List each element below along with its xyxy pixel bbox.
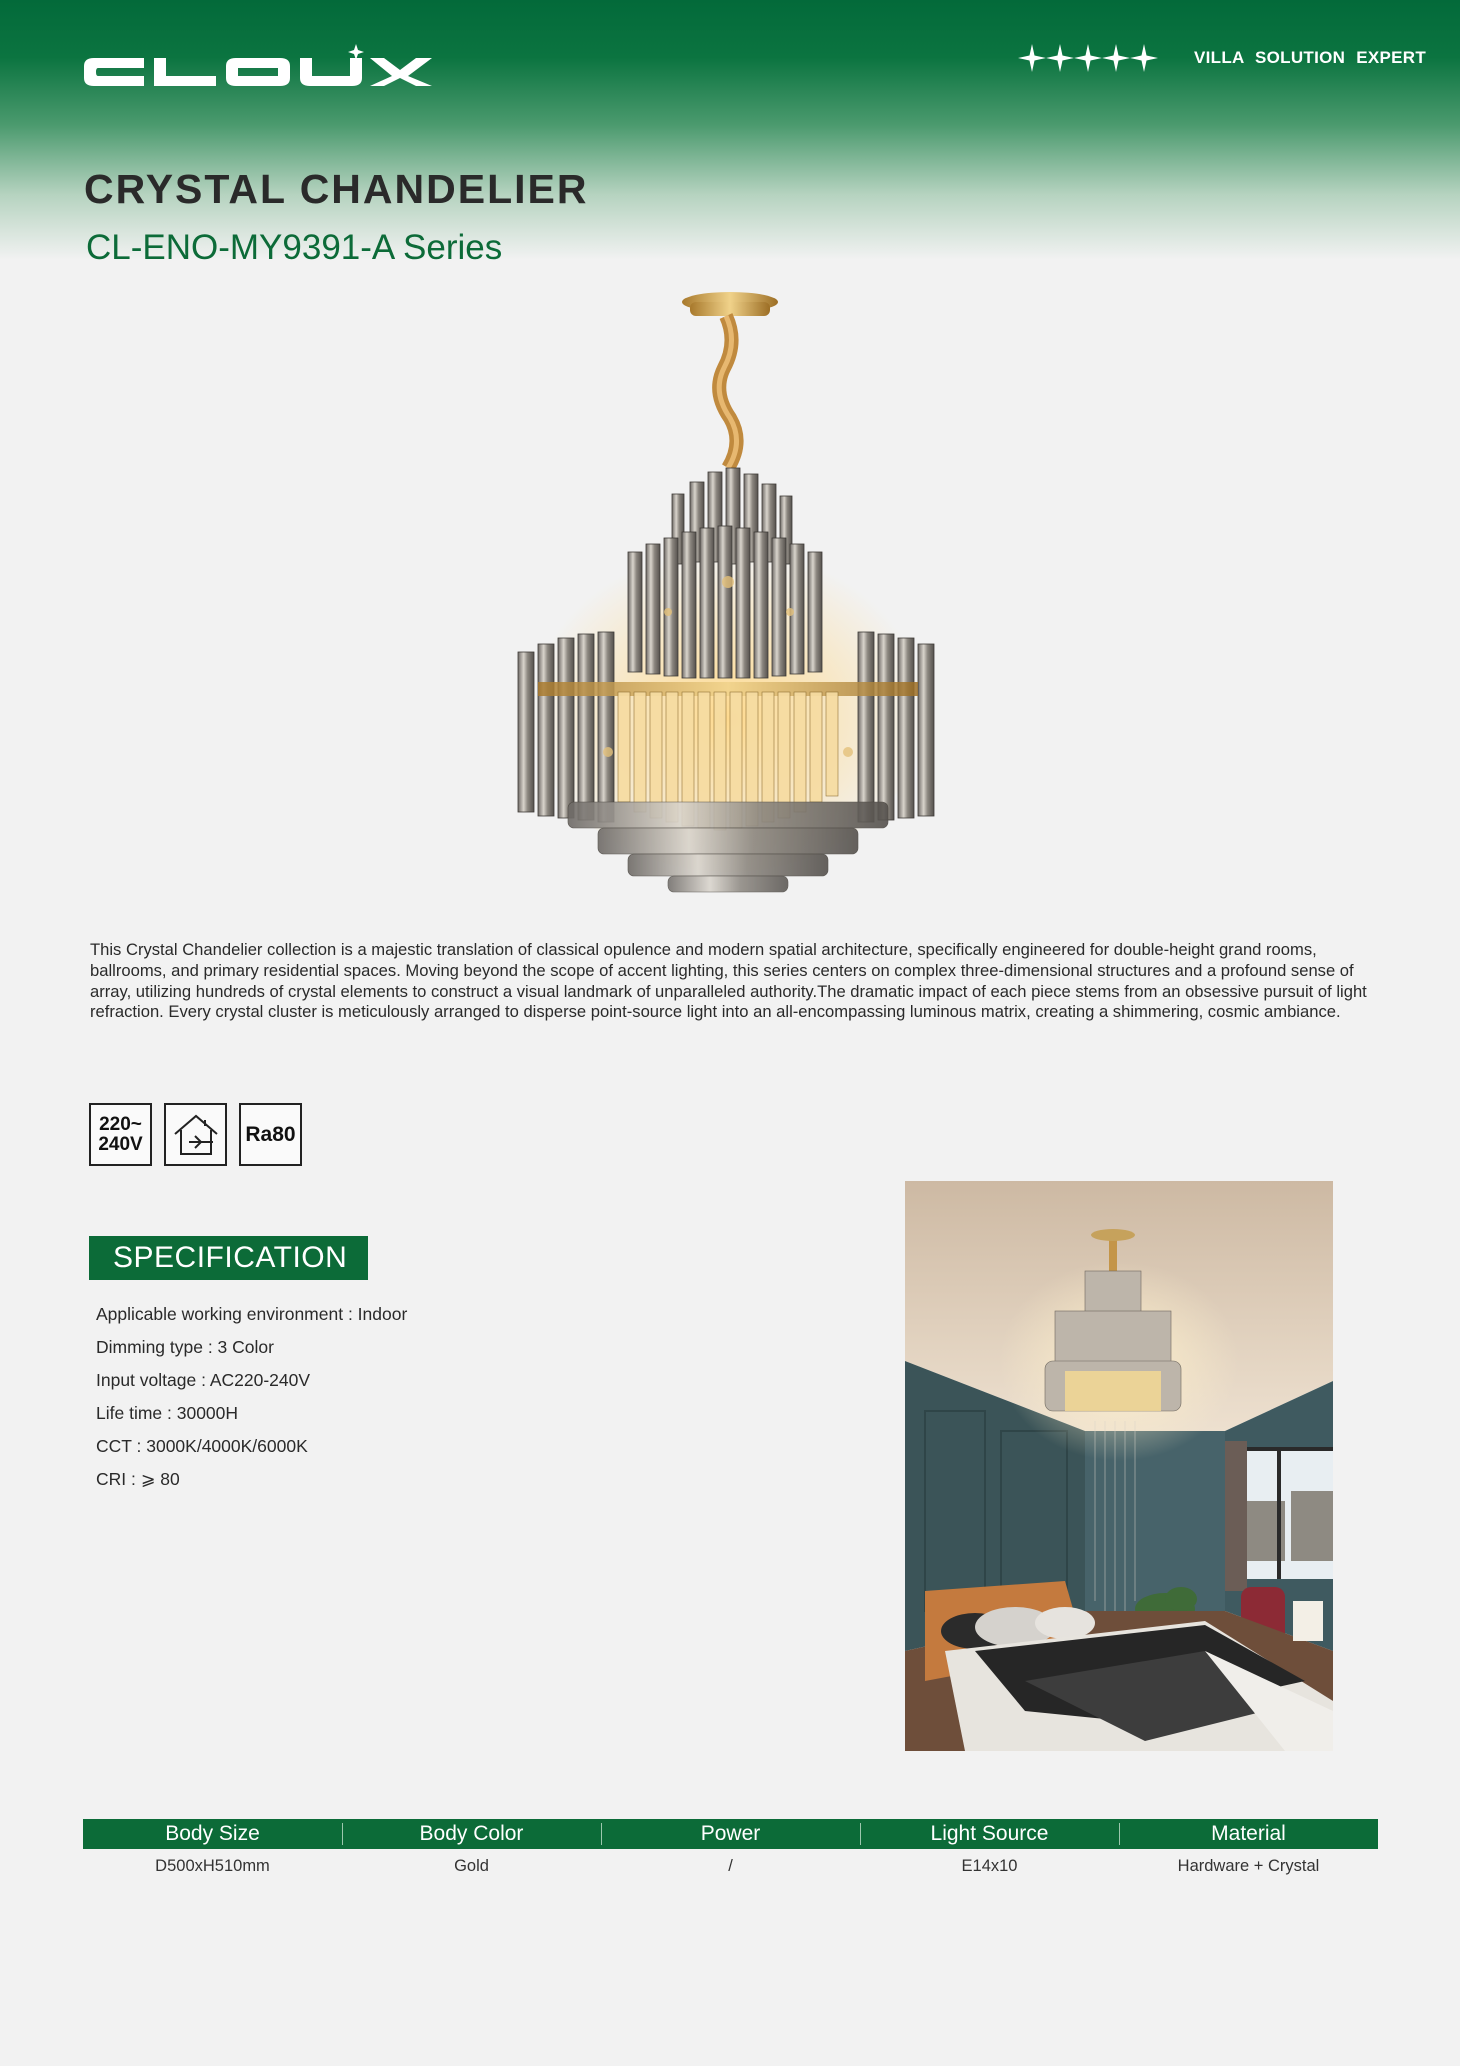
spec-item-dimming: Dimming type : 3 Color	[96, 1337, 274, 1357]
header-band	[0, 0, 1460, 260]
specification-heading: SPECIFICATION	[89, 1236, 368, 1280]
table-cell-light-source: E14x10	[961, 1857, 1018, 1875]
indoor-house-icon	[164, 1103, 227, 1166]
spec-item-lifetime: Life time : 30000H	[96, 1403, 239, 1423]
table-cell-material: Hardware + Crystal	[1177, 1857, 1320, 1875]
product-title: CRYSTAL CHANDELIER	[84, 166, 589, 212]
specification-list	[96, 1302, 407, 1500]
table-cell-body-size: D500xH510mm	[155, 1857, 270, 1875]
spec-item-cri: CRI : ⩾ 80	[96, 1469, 180, 1489]
spec-item-voltage: Input voltage : AC220-240V	[96, 1370, 311, 1390]
spec-item-environment: Applicable working environment : Indoor	[96, 1304, 408, 1324]
table-cell-power: /	[728, 1857, 733, 1875]
table-header-power: Power	[601, 1819, 860, 1849]
table-header-material: Material	[1119, 1819, 1378, 1849]
voltage-badge: 220~ 240V	[89, 1103, 152, 1166]
table-header-body-size: Body Size	[165, 1822, 260, 1845]
table-row	[83, 1849, 1378, 1883]
table-cell-body-color: Gold	[454, 1857, 489, 1875]
table-header-body-color: Body Color	[342, 1819, 601, 1849]
product-table	[83, 1819, 1378, 1883]
cloux-logo	[84, 44, 436, 100]
cri-badge: Ra80	[239, 1103, 302, 1166]
table-header-row	[83, 1819, 1378, 1849]
feature-badges	[89, 1103, 302, 1166]
bedroom-scene-image	[905, 1181, 1333, 1751]
chandelier-product-image	[508, 282, 948, 902]
product-description: This Crystal Chandelier collection is a majestic translation of classical opulence and modern spatial architecture, specifically engineered for double-height grand rooms, ballrooms, and primary residential spaces. Moving beyond the scope of accent lighting, this series centers on complex three-dimensional structures and a profound sense of array, utilizing hundreds of crystal elements to construct a visual landmark of unparalleled authority.The dramatic impact of each piece stems from an obsessive pursuit of light refraction. Every crystal cluster is meticulously arranged to disperse point-source light into an all-encompassing luminous matrix, creating a shimmering, cosmic ambiance.	[90, 940, 1367, 1022]
five-star-icon	[1018, 40, 1160, 76]
table-header-light-source: Light Source	[860, 1819, 1119, 1849]
brand-tagline: VILLA SOLUTION EXPERT	[1194, 48, 1427, 67]
spec-item-cct: CCT : 3000K/4000K/6000K	[96, 1436, 308, 1456]
product-series: CL-ENO-MY9391-A Series	[86, 228, 503, 267]
